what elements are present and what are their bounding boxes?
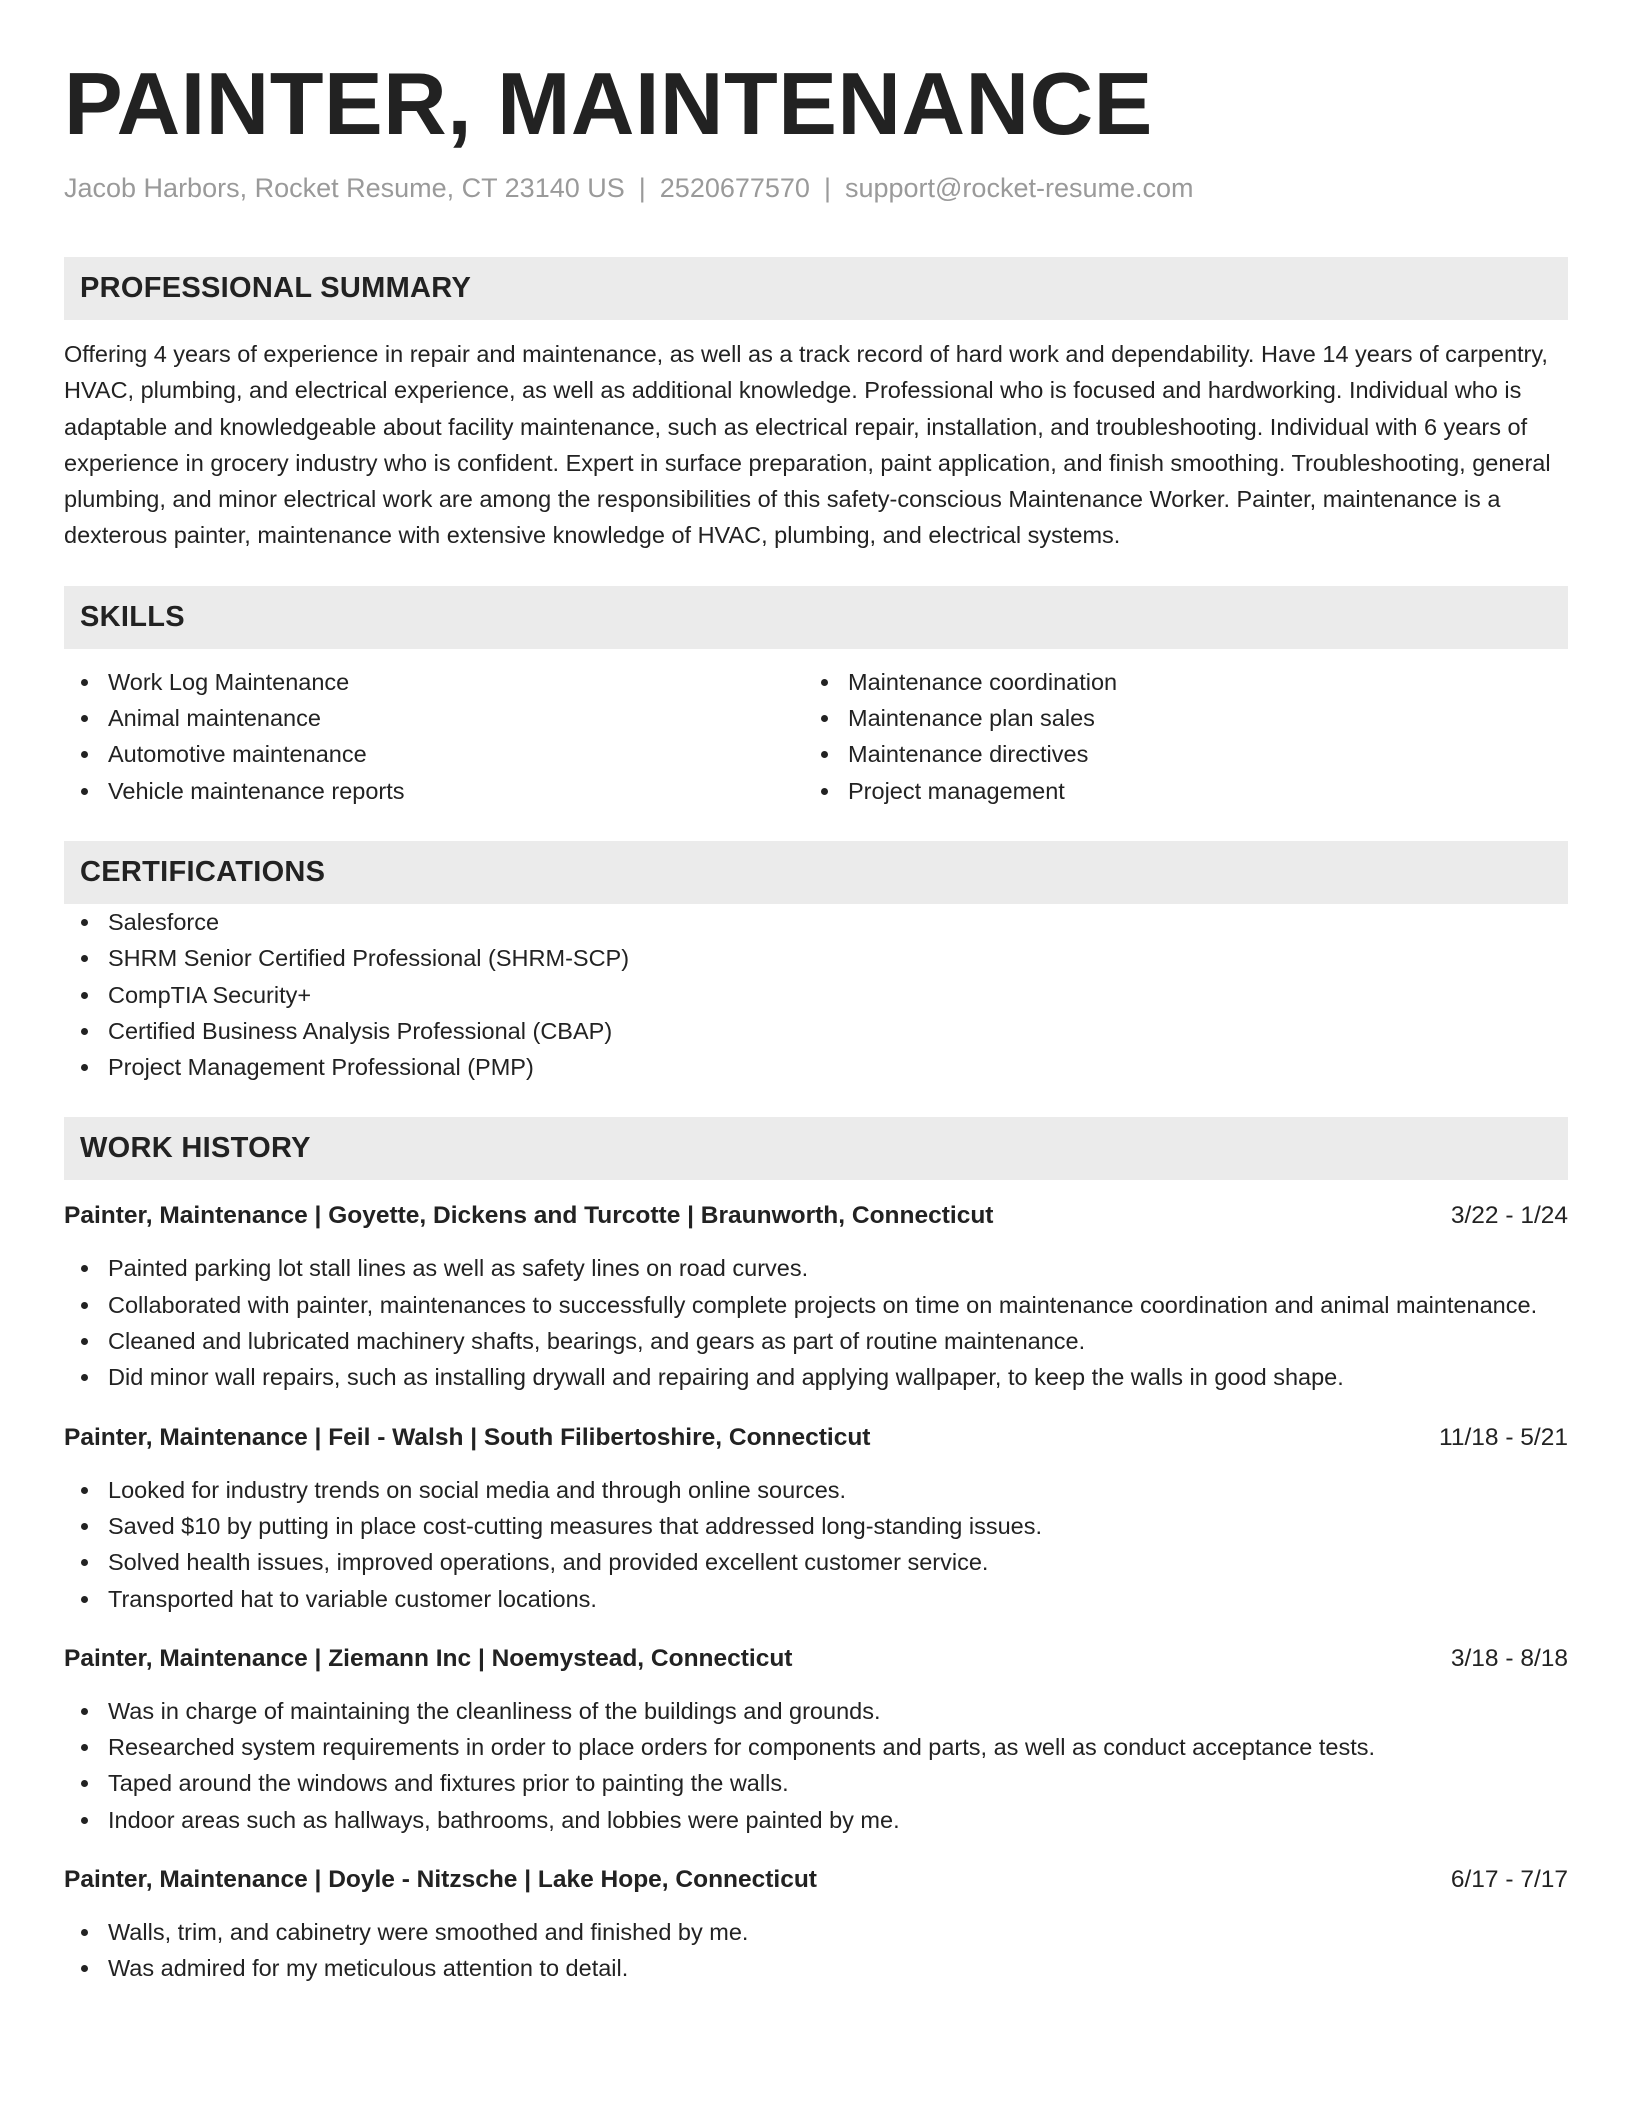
contact-address: Jacob Harbors, Rocket Resume, CT 23140 US [64, 173, 625, 203]
skill-item: Work Log Maintenance [64, 664, 804, 700]
skill-item: Vehicle maintenance reports [64, 773, 804, 809]
skill-item: Project management [804, 773, 1544, 809]
contact-phone: 2520677570 [659, 173, 810, 203]
certification-item: CompTIA Security+ [64, 977, 1568, 1013]
page-title: PAINTER, MAINTENANCE [64, 54, 1153, 153]
job-bullet: Cleaned and lubricated machinery shafts, bearings, and gears as part of routine maintenance. [64, 1323, 1568, 1359]
skill-item: Animal maintenance [64, 700, 804, 736]
contact-separator: | [823, 173, 831, 203]
job-header [64, 1420, 1568, 1456]
job-bullet: Solved health issues, improved operations, and provided excellent customer service. [64, 1544, 1568, 1580]
skills-list [64, 664, 1568, 809]
skill-item: Automotive maintenance [64, 736, 804, 772]
contact-separator: | [638, 173, 646, 203]
skill-item: Maintenance coordination [804, 664, 1544, 700]
job-entry [64, 1198, 1568, 1395]
section-heading-summary: PROFESSIONAL SUMMARY [64, 257, 1568, 320]
job-header [64, 1862, 1568, 1898]
job-entry [64, 1641, 1568, 1838]
job-bullet: Transported hat to variable customer locations. [64, 1581, 1568, 1617]
job-bullets [64, 1914, 1568, 1987]
job-bullets [64, 1472, 1568, 1617]
summary-text: Offering 4 years of experience in repair and maintenance, as well as a track record of hard work and dependability. Have 14 years of carpentry, HVAC, plumbing, and electrical experience, as well as additional knowledge. Professional who is focused and hardworking. Individual who is adaptable and knowledgeable about facility maintenance, such as electrical repair, installation, and troubleshooting. Individual with 6 years of experience in grocery industry who is confident. Expert in surface preparation, paint application, and finish smoothing. Troubleshooting, general plumbing, and minor electrical work are among the responsibilities of this safety-conscious Maintenance Worker. Painter, maintenance is a dexterous painter, maintenance with extensive knowledge of HVAC, plumbing, and electrical systems. [64, 341, 1551, 549]
section-heading-skills: SKILLS [64, 586, 1568, 649]
job-bullet: Painted parking lot stall lines as well as safety lines on road curves. [64, 1250, 1568, 1286]
certification-item: SHRM Senior Certified Professional (SHRM-SCP) [64, 940, 1568, 976]
job-dates: 3/22 - 1/24 [1450, 1202, 1568, 1230]
certification-item: Salesforce [64, 904, 1568, 940]
job-header [64, 1641, 1568, 1677]
skill-item: Maintenance plan sales [804, 700, 1544, 736]
job-bullet: Indoor areas such as hallways, bathrooms, and lobbies were painted by me. [64, 1802, 1568, 1838]
job-bullets [64, 1250, 1568, 1395]
job-header [64, 1198, 1568, 1234]
skills-column-left [64, 664, 804, 809]
job-bullet: Researched system requirements in order to place orders for components and parts, as well as conduct acceptance tests. [64, 1729, 1568, 1765]
contact-line [64, 170, 1568, 206]
job-dates: 6/17 - 7/17 [1450, 1866, 1568, 1894]
job-bullet: Saved $10 by putting in place cost-cutting measures that addressed long-standing issues. [64, 1508, 1568, 1544]
certification-item: Certified Business Analysis Professional (CBAP) [64, 1013, 1568, 1049]
job-entry [64, 1862, 1568, 1987]
skill-item: Maintenance directives [804, 736, 1544, 772]
job-bullet: Was in charge of maintaining the cleanliness of the buildings and grounds. [64, 1693, 1568, 1729]
job-title: Painter, Maintenance | Ziemann Inc | Noemystead, Connecticut [64, 1644, 793, 1672]
job-title: Painter, Maintenance | Doyle - Nitzsche | Lake Hope, Connecticut [64, 1866, 817, 1894]
job-bullet: Walls, trim, and cabinetry were smoothed and finished by me. [64, 1914, 1568, 1950]
job-dates: 3/18 - 8/18 [1450, 1644, 1568, 1672]
job-entry [64, 1420, 1568, 1617]
job-dates: 11/18 - 5/21 [1439, 1423, 1568, 1451]
job-bullets [64, 1693, 1568, 1838]
certifications-list [64, 904, 1568, 1085]
job-bullet: Did minor wall repairs, such as installing drywall and repairing and applying wallpaper, to keep the walls in good shape. [64, 1359, 1568, 1395]
job-title: Painter, Maintenance | Goyette, Dickens and Turcotte | Braunworth, Connecticut [64, 1202, 994, 1230]
job-bullet: Collaborated with painter, maintenances to successfully complete projects on time on maintenance coordination and animal maintenance. [64, 1287, 1568, 1323]
section-heading-work-history: WORK HISTORY [64, 1117, 1568, 1180]
section-heading-certifications: CERTIFICATIONS [64, 841, 1568, 904]
certification-item: Project Management Professional (PMP) [64, 1049, 1568, 1085]
job-title: Painter, Maintenance | Feil - Walsh | South Filibertoshire, Connecticut [64, 1423, 871, 1451]
job-bullet: Was admired for my meticulous attention to detail. [64, 1950, 1568, 1986]
contact-email: support@rocket-resume.com [844, 173, 1194, 203]
job-bullet: Looked for industry trends on social media and through online sources. [64, 1472, 1568, 1508]
job-bullet: Taped around the windows and fixtures prior to painting the walls. [64, 1765, 1568, 1801]
skills-column-right [804, 664, 1544, 809]
